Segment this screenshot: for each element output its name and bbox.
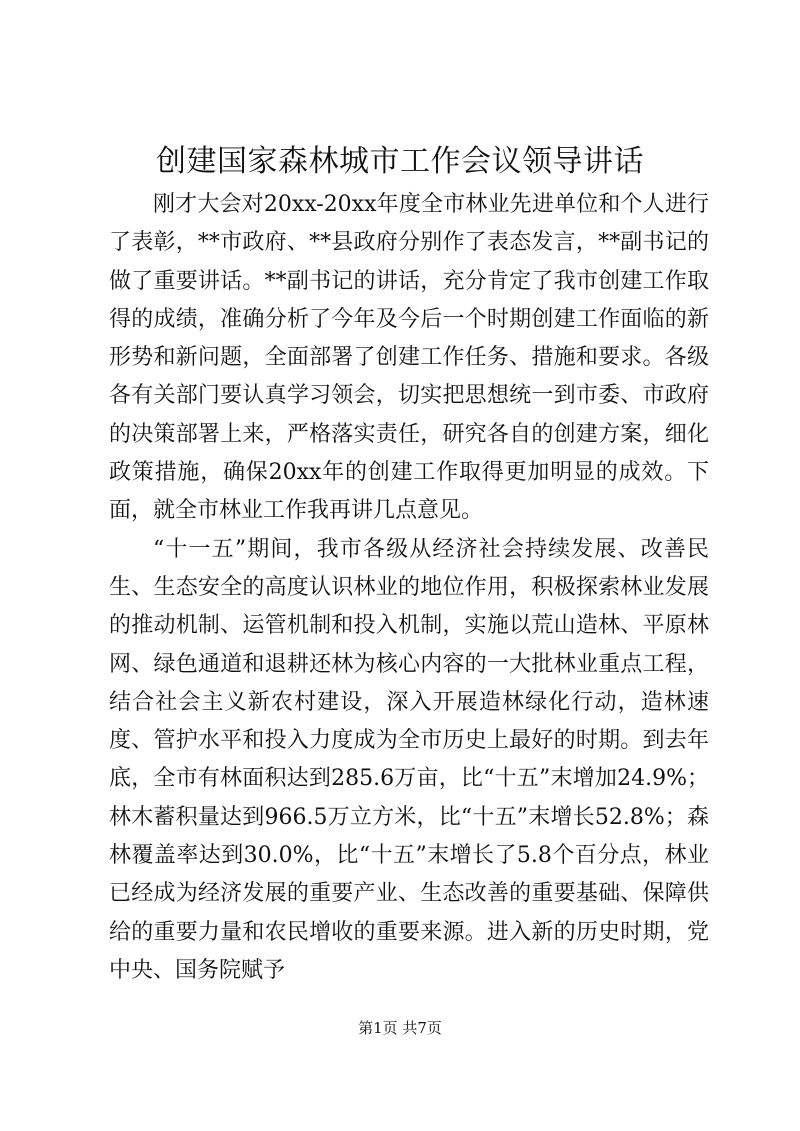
- document-body: [109, 186, 709, 990]
- paragraph-1: 刚才大会对20xx-20xx年度全市林业先进单位和个人进行了表彰，**市政府、**县政府分别作了表态发言，**副书记的做了重要讲话。**副书记的讲话，充分肯定了我市创建工作取得的成绩，准确分析了今年及今后一个时期创建工作面临的新形势和新问题，全面部署了创建工作任务、措施和要求。各级各有关部门要认真学习领会，切实把思想统一到市委、市政府的决策部署上来，严格落实责任，研究各自的创建方案，细化政策措施，确保20xx年的创建工作取得更加明显的成效。下面，就全市林业工作我再讲几点意见。: [109, 192, 709, 524]
- document-title: 创建国家森林城市工作会议领导讲话: [156, 144, 644, 179]
- paragraph-2: “十一五”期间，我市各级从经济社会持续发展、改善民生、生态安全的高度认识林业的地位作用，积极探索林业发展的推动机制、运管机制和投入机制，实施以荒山造林、平原林网、绿色通道和退耕还林为核心内容的一大批林业重点工程，结合社会主义新农村建设，深入开展造林绿化行动，造林速度、管护水平和投入力度成为全市历史上最好的时期。到去年底，全市有林面积达到285.6万亩，比“十五”末增加24.9%；林木蓄积量达到966.5万立方米，比“十五”末增长52.8%；森林覆盖率达到30.0%，比“十五”末增长了5.8个百分点，林业已经成为经济发展的重要产业、生态改善的重要基础、保障供给的重要力量和农民增收的重要来源。进入新的历史时期，党中央、国务院赋予: [109, 536, 709, 983]
- page-footer: 第1页 共7页: [358, 1019, 442, 1037]
